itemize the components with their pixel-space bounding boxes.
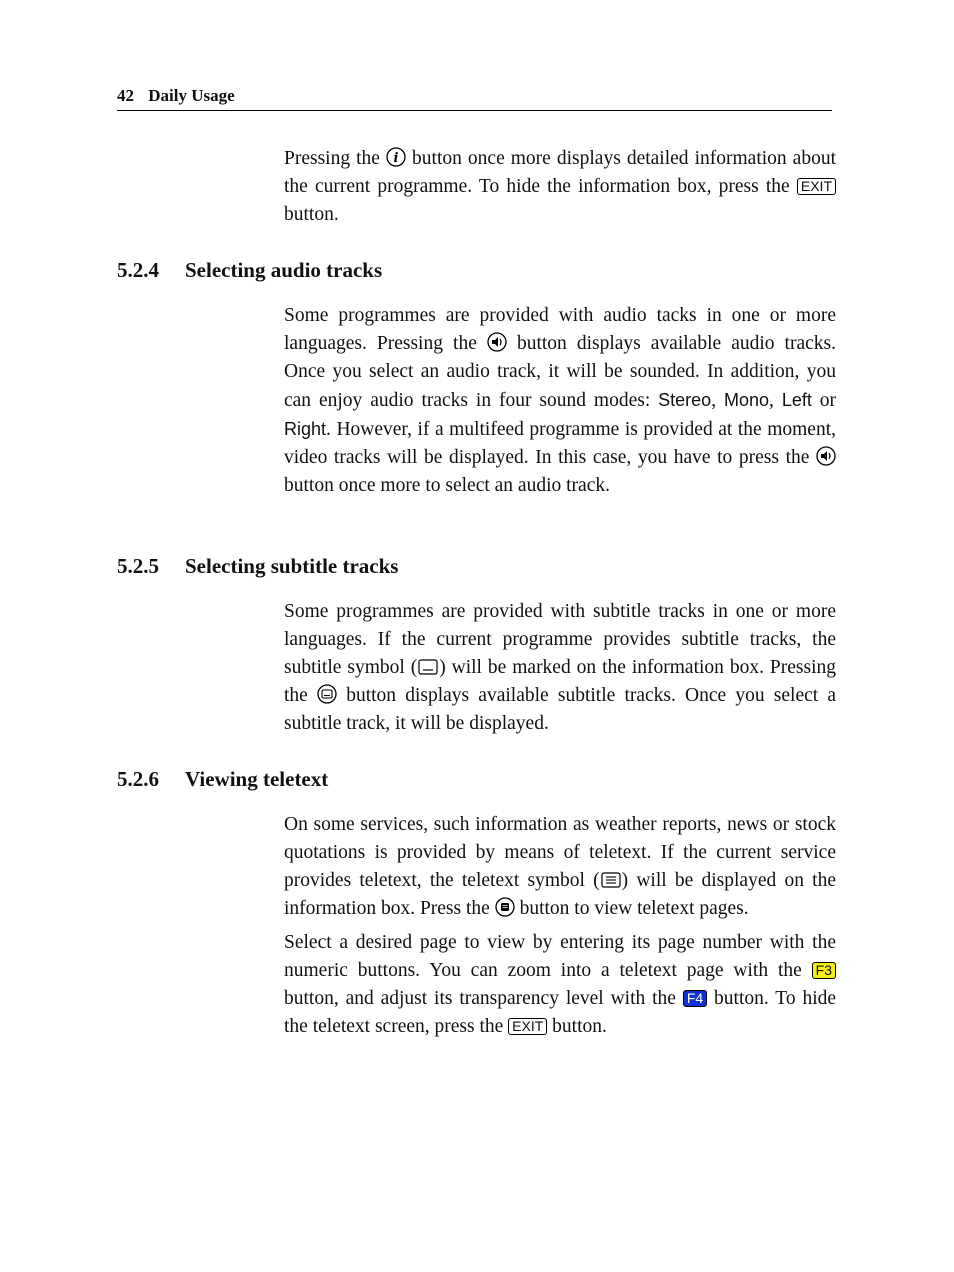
subtitle-symbol-icon [417,658,439,676]
teletext-text-3: button to view teletext pages. [519,898,749,919]
subtitle-text-3: button displays available subtitle tracks. Once you select a subtitle track, it will be displayed. [284,685,837,734]
section-heading-subtitle [117,554,398,579]
section-title: Selecting subtitle tracks [185,554,399,578]
page-number: 42 [117,86,134,105]
section-title: Viewing teletext [185,767,329,791]
teletext-symbol-icon [600,871,622,889]
audio-text-1: Some programmes are provided with audio tacks in one or more languages. Pressing the [284,305,836,354]
audio-text-3: . However, if a multifeed programme is provided at the moment, video tracks will be displayed. In this case, you have to press the [284,419,836,468]
audio-icon [816,446,836,466]
subtitle-paragraph [284,598,836,744]
teletext-icon [495,897,515,917]
info-icon [386,147,406,167]
page-header [117,86,832,111]
subtitle-icon [317,684,337,704]
f3-key: F3 [812,962,836,979]
section-title: Selecting audio tracks [185,258,383,282]
teletext-text-2: ) will be displayed on the information box. Press the [284,870,836,919]
teletext-paragraphs [284,811,836,1047]
audio-icon [487,332,507,352]
or-text: or [819,390,837,411]
f4-key: F4 [683,990,707,1007]
subtitle-text-1: Some programmes are provided with subtitle tracks in one or more languages. If the current programme provides subtitle tracks, the subtitle symbol ( [284,601,836,678]
exit-key: EXIT [508,1018,547,1035]
audio-paragraph: Some programmes are provided with audio tacks in one or more languages. Pressing the button displays available audio tracks. Once you select an audio track, it will be sounded. In addition, you can enjoy audio tracks in four sound modes: Stereo, Mono, Left or Right. However, if a multifeed programme is provided at the moment, video tracks will be displayed. In this case, you have to press the button once more to select an audio track. [284,305,837,496]
chapter-title: Daily Usage [148,86,235,105]
section-number: 5.2.4 [117,258,159,282]
teletext-text-6: button. To hide the teletext screen, press the [284,988,837,1037]
section-heading-teletext [117,767,328,792]
mode-mono: Mono [724,390,770,410]
intro-text-2: button once more displays detailed information about the current programme. To hide the information box, press the [284,148,837,197]
teletext-text-7: button. [552,1016,607,1037]
mode-left: Left [781,390,812,410]
section-number: 5.2.6 [117,767,159,791]
teletext-text-4: Select a desired page to view by entering its page number with the numeric buttons. You can zoom into a teletext page with the [284,932,836,981]
section-heading-audio [117,258,382,283]
subtitle-text-2: ) will be marked on the information box. Pressing the [284,657,836,706]
intro-text-3: button. [284,204,339,225]
teletext-text-1: On some services, such information as weather reports, news or stock quotations is provided by means of teletext. If the current service provides teletext, the teletext symbol ( [284,814,836,891]
intro-paragraph [284,145,836,235]
audio-text-4: button once more to select an audio track. [284,475,610,496]
mode-stereo: Stereo [658,390,712,410]
teletext-text-5: button, and adjust its transparency level with the [284,988,676,1009]
section-number: 5.2.5 [117,554,159,578]
mode-right: Right [284,419,327,439]
exit-key: EXIT [797,178,836,195]
svg-text:i: i [393,151,399,166]
intro-text-1: Pressing the [284,148,380,169]
audio-text-2: button displays available audio tracks. Once you select an audio track, it will be sounded. In addition, you can enjoy audio tracks in four sound modes: [284,333,836,411]
